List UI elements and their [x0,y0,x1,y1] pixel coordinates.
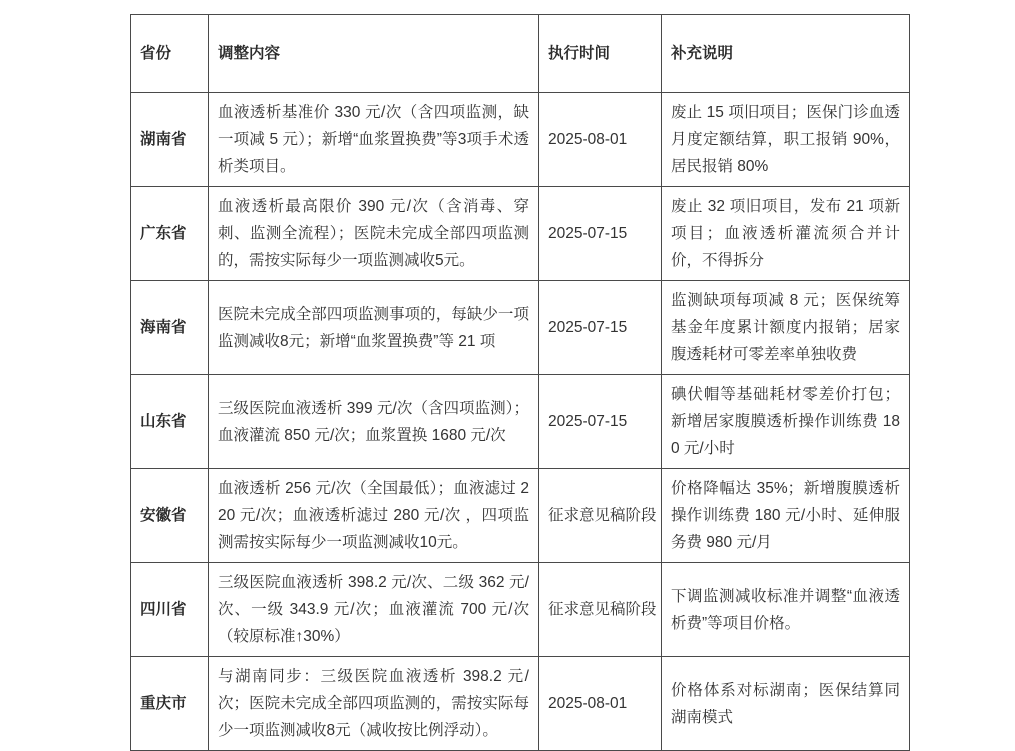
table-row [131,281,910,375]
dialysis-price-table [130,14,910,751]
cell-province: 湖南省 [131,93,209,187]
cell-effective-time: 征求意见稿阶段 [539,469,662,563]
header-cell-content: 调整内容 [209,15,539,93]
cell-supplementary-note: 监测缺项每项减 8 元；医保统筹基金年度累计额度内报销；居家腹透耗材可零差率单独收费 [662,281,910,375]
cell-province: 安徽省 [131,469,209,563]
cell-supplementary-note: 价格降幅达 35%；新增腹膜透析操作训练费 180 元/小时、延伸服务费 980 元/月 [662,469,910,563]
cell-supplementary-note: 下调监测减收标准并调整“血液透析费”等项目价格。 [662,563,910,657]
header-cell-province: 省份 [131,15,209,93]
cell-effective-time: 2025-08-01 [539,657,662,751]
cell-supplementary-note: 废止 15 项旧项目；医保门诊血透月度定额结算，职工报销 90%，居民报销 80% [662,93,910,187]
cell-effective-time: 2025-07-15 [539,187,662,281]
table-row [131,187,910,281]
cell-adjustment-content: 三级医院血液透析 399 元/次（含四项监测）；血液灌流 850 元/次；血浆置换 1680 元/次 [209,375,539,469]
cell-province: 四川省 [131,563,209,657]
dialysis-price-table-container [130,14,909,751]
cell-province: 重庆市 [131,657,209,751]
cell-province: 山东省 [131,375,209,469]
table-row [131,469,910,563]
cell-adjustment-content: 血液透析最高限价 390 元/次（含消毒、穿刺、监测全流程）；医院未完成全部四项监测的，需按实际每少一项监测减收5元。 [209,187,539,281]
cell-adjustment-content: 血液透析基准价 330 元/次（含四项监测，缺一项减 5 元）；新增“血浆置换费”等3项手术透析类项目。 [209,93,539,187]
cell-supplementary-note: 价格体系对标湖南；医保结算同湖南模式 [662,657,910,751]
table-row [131,375,910,469]
cell-province: 海南省 [131,281,209,375]
cell-adjustment-content: 与湖南同步：三级医院血液透析 398.2 元/次；医院未完成全部四项监测的，需按实际每少一项监测减收8元（减收按比例浮动）。 [209,657,539,751]
cell-effective-time: 2025-08-01 [539,93,662,187]
header-cell-time: 执行时间 [539,15,662,93]
cell-adjustment-content: 三级医院血液透析 398.2 元/次、二级 362 元/次、一级 343.9 元/次；血液灌流 700 元/次（较原标准↑30%） [209,563,539,657]
cell-adjustment-content: 血液透析 256 元/次（全国最低）；血液滤过 220 元/次；血液透析滤过 280 元/次 ，四项监测需按实际每少一项监测减收10元。 [209,469,539,563]
table-header-row [131,15,910,93]
cell-supplementary-note: 废止 32 项旧项目，发布 21 项新项目；血液透析灌流须合并计价，不得拆分 [662,187,910,281]
cell-effective-time: 征求意见稿阶段 [539,563,662,657]
cell-effective-time: 2025-07-15 [539,281,662,375]
table-row [131,657,910,751]
cell-supplementary-note: 碘伏帽等基础耗材零差价打包；新增居家腹膜透析操作训练费 180 元/小时 [662,375,910,469]
cell-province: 广东省 [131,187,209,281]
cell-effective-time: 2025-07-15 [539,375,662,469]
cell-adjustment-content: 医院未完成全部四项监测事项的，每缺少一项监测减收8元；新增“血浆置换费”等 21 项 [209,281,539,375]
table-row [131,93,910,187]
header-cell-note: 补充说明 [662,15,910,93]
table-row [131,563,910,657]
